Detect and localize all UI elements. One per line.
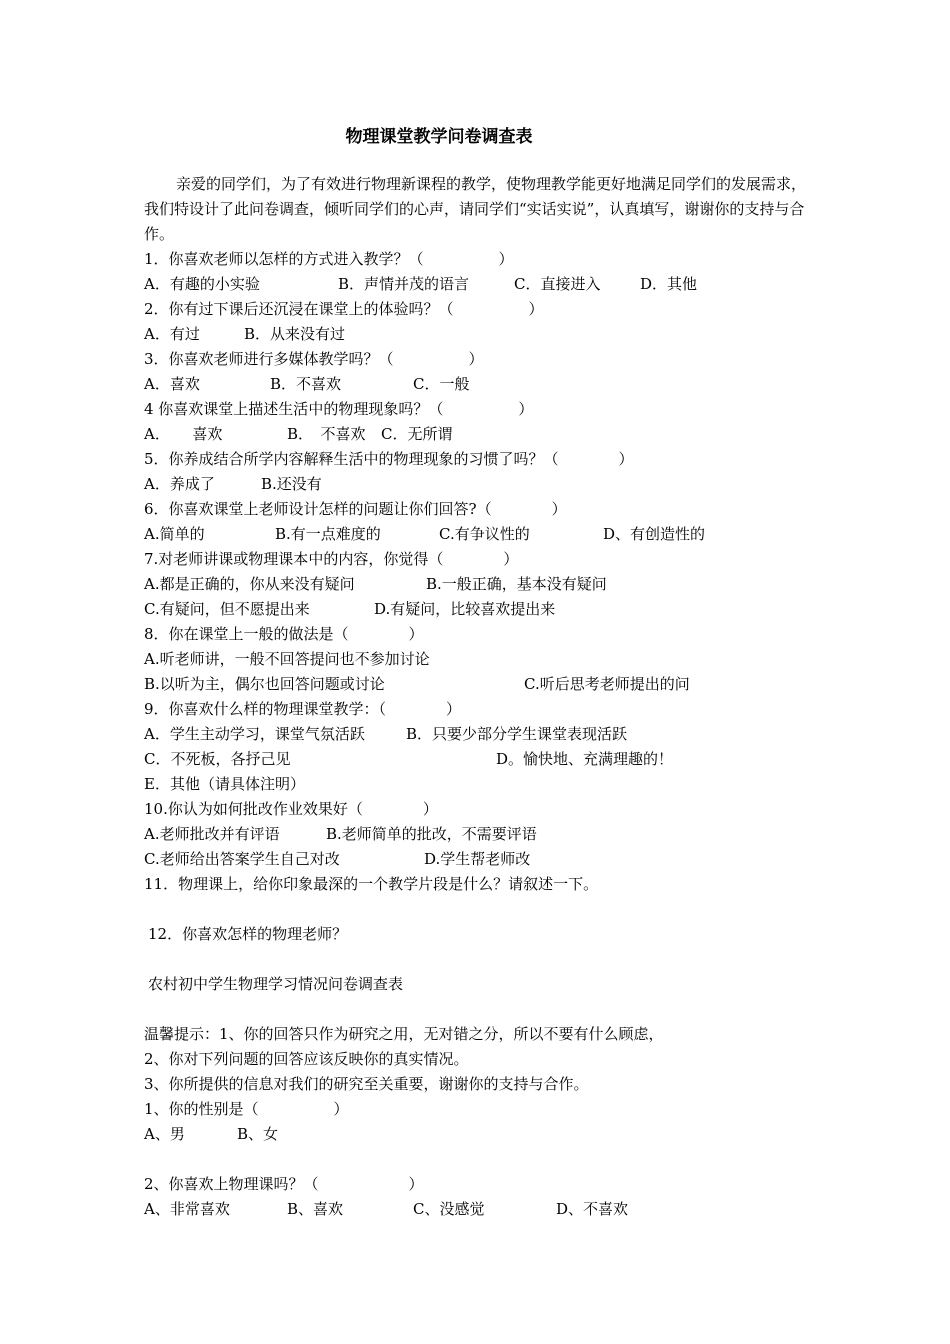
question-7-options-row2 [144, 597, 814, 622]
question-1-options [144, 272, 814, 297]
option-d[interactable]: D、不喜欢 [556, 1200, 629, 1218]
question-6-options [144, 522, 814, 547]
option-b[interactable]: B．声情并茂的语言 [338, 275, 470, 293]
question-10-options-row2 [144, 847, 814, 872]
option-b[interactable]: B.有一点难度的 [275, 525, 381, 543]
question-3: 3．你喜欢老师进行多媒体教学吗？（ ） [144, 350, 484, 368]
question-11: 11．物理课上，给你印象最深的一个教学片段是什么？请叙述一下。 [144, 875, 599, 893]
intro-paragraph: 亲爱的同学们，为了有效进行物理新课程的教学，使物理教学能更好地满足同学们的发展需求，我们特设计了此问卷调查，倾听同学们的心声，请同学们“实话实说”，认真填写，谢谢你的支持与合作。 [144, 175, 807, 243]
option-c[interactable]: C．无所谓 [381, 425, 453, 443]
question-9-options-row2 [144, 747, 814, 772]
option-a[interactable]: A.老师批改并有评语 [144, 825, 280, 843]
spacer [144, 152, 814, 172]
tip-line-1: 温馨提示：1、你的回答只作为研究之用，无对错之分，所以不要有什么顾虑， [144, 1025, 664, 1043]
document-title-text: 物理课堂教学问卷调查表 [345, 127, 533, 147]
question-4: 4 你喜欢课堂上描述生活中的物理现象吗？（ ） [144, 400, 534, 418]
spacer [144, 1147, 814, 1172]
answer-space[interactable] [144, 947, 814, 972]
question-6: 6．你喜欢课堂上老师设计怎样的问题让你们回答?（ ） [144, 500, 567, 518]
question-9-option-e[interactable]: E．其他（请具体注明） [144, 775, 305, 793]
option-c[interactable]: C.有疑问，但不愿提出来 [144, 600, 310, 618]
option-b[interactable]: B．不喜欢 [270, 375, 342, 393]
option-b[interactable]: B.老师简单的批改，不需要评语 [326, 825, 537, 843]
question-10: 10.你认为如何批改作业效果好（ ） [144, 800, 438, 818]
option-a[interactable]: A．学生主动学习，课堂气氛活跃 [144, 725, 365, 743]
question-4-options [144, 422, 814, 447]
option-d[interactable]: D、有创造性的 [603, 525, 706, 543]
spacer [144, 997, 814, 1022]
question-5: 5．你养成结合所学内容解释生活中的物理现象的习惯了吗？（ ） [144, 450, 634, 468]
question-2-options [144, 322, 814, 347]
option-a[interactable]: A． 喜欢 [144, 425, 223, 443]
question-7-options-row1 [144, 572, 814, 597]
option-b[interactable]: B．从来没有过 [244, 325, 346, 343]
question-8: 8．你在课堂上一般的做法是（ ） [144, 625, 424, 643]
document-page [144, 122, 814, 1222]
option-d[interactable]: D。愉快地、充满理趣的！ [496, 750, 674, 768]
option-c[interactable]: C．不死板，各抒己见 [144, 750, 291, 768]
survey-question-1: 1、你的性别是（ ） [144, 1100, 349, 1118]
question-3-options [144, 372, 814, 397]
document-title [144, 122, 814, 152]
second-survey-title: 农村初中学生物理学习情况问卷调查表 [148, 975, 404, 993]
option-c[interactable]: C.老师给出答案学生自己对改 [144, 850, 340, 868]
question-9-options-row1 [144, 722, 814, 747]
answer-space[interactable] [144, 897, 814, 922]
survey-question-2-options [144, 1197, 814, 1222]
option-b[interactable]: B.以听为主，偶尔也回答问题或讨论 [144, 675, 385, 693]
option-b[interactable]: B、女 [237, 1125, 279, 1143]
tip-line-2: 2、你对下列问题的回答应该反映你的真实情况。 [144, 1050, 469, 1068]
question-9: 9．你喜欢什么样的物理课堂教学：（ ） [144, 700, 462, 718]
option-d[interactable]: D.有疑问，比较喜欢提出来 [374, 600, 556, 618]
tip-line-3: 3、你所提供的信息对我们的研究至关重要，谢谢你的支持与合作。 [144, 1075, 589, 1093]
survey-question-1-options [144, 1122, 814, 1147]
option-b[interactable]: B、喜欢 [287, 1200, 344, 1218]
question-5-options [144, 472, 814, 497]
option-b[interactable]: B.还没有 [261, 475, 322, 493]
option-d[interactable]: D．其他 [640, 275, 698, 293]
option-a[interactable]: A.简单的 [144, 525, 205, 543]
option-b[interactable]: B． 不喜欢 [287, 425, 366, 443]
question-8-options-row2 [144, 672, 814, 697]
option-d[interactable]: D.学生帮老师改 [424, 850, 531, 868]
question-7: 7.对老师讲课或物理课本中的内容，你觉得（ ） [144, 550, 519, 568]
option-b[interactable]: B.一般正确，基本没有疑问 [426, 575, 607, 593]
question-8-option-a[interactable]: A.听老师讲，一般不回答提问也不参加讨论 [144, 650, 430, 668]
question-12: 12．你喜欢怎样的物理老师？ [148, 925, 348, 943]
option-c[interactable]: C．一般 [413, 375, 470, 393]
option-a[interactable]: A．有趣的小实验 [144, 275, 260, 293]
question-2: 2．你有过下课后还沉浸在课堂上的体验吗？（ ） [144, 300, 544, 318]
option-a[interactable]: A．有过 [144, 325, 200, 343]
option-a[interactable]: A.都是正确的，你从来没有疑问 [144, 575, 355, 593]
option-c[interactable]: C.有争议性的 [439, 525, 530, 543]
option-c[interactable]: C．直接进入 [514, 275, 601, 293]
option-b[interactable]: B．只要少部分学生课堂表现活跃 [406, 725, 628, 743]
question-10-options-row1 [144, 822, 814, 847]
option-c[interactable]: C.听后思考老师提出的问 [524, 675, 690, 693]
survey-question-2: 2、你喜欢上物理课吗？（ ） [144, 1175, 424, 1193]
option-a[interactable]: A、非常喜欢 [144, 1200, 230, 1218]
question-1: 1．你喜欢老师以怎样的方式进入教学？（ ） [144, 250, 514, 268]
option-c[interactable]: C、没感觉 [413, 1200, 485, 1218]
option-a[interactable]: A．喜欢 [144, 375, 200, 393]
option-a[interactable]: A、男 [144, 1125, 185, 1143]
option-a[interactable]: A．养成了 [144, 475, 215, 493]
